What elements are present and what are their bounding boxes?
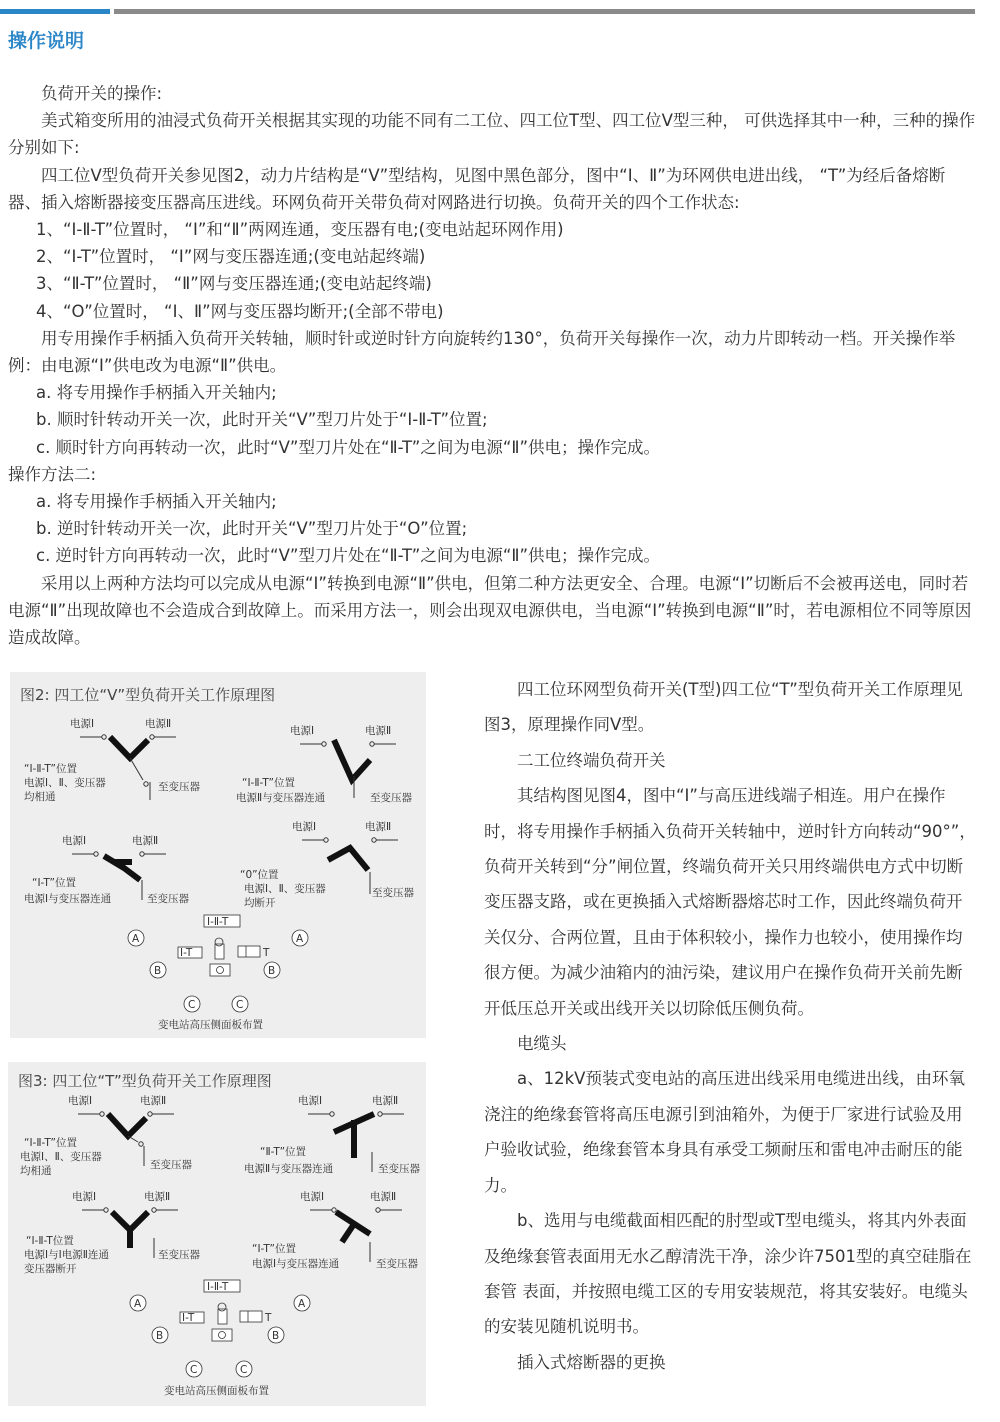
main-paragraph: 负荷开关的操作: xyxy=(41,84,163,103)
main-paragraph: 美式箱变所用的油浸式负荷开关根据其实现的功能不同有二工位、四工位T型、四工位V型三种， 可供选择其中一种，三种的操作分别如下: xyxy=(8,111,976,158)
diagram-label: T xyxy=(265,1312,272,1324)
diagram-label: 电源Ⅰ与变压器连通 xyxy=(252,1258,340,1270)
label-source-1: 电源Ⅰ xyxy=(70,718,95,730)
fig3-diagram-3 xyxy=(24,1190,200,1275)
figure-3-title: 图3: 四工位“T”型负荷开关工作原理图 xyxy=(18,1072,272,1090)
main-paragraph: 4、“O”位置时， “Ⅰ、Ⅱ”网与变压器均断开;(全部不带电) xyxy=(36,301,444,321)
diagram-label: “Ⅰ-Ⅱ-T位置 xyxy=(26,1235,74,1247)
main-paragraph: 采用以上两种方法均可以完成从电源“Ⅰ”转换到电源“Ⅱ”供电，但第二种方法更安全、合理。电源“Ⅰ”切断后不会被再送电，同时若电源“Ⅱ”出现故障也不会造成合到故障上。而采用方法一，则会出现双电源供电，当电源“Ⅰ”转换到电源“Ⅱ”时，若电源相位不同等原因造成故障。 xyxy=(8,573,972,648)
main-paragraph: b. 逆时针转动开关一次，此时开关“V”型刀片处于“O”位置; xyxy=(36,519,468,539)
fig2-diagram-4 xyxy=(240,820,414,909)
diagram-label: 电源Ⅰ xyxy=(72,1191,97,1203)
diagram-label: B xyxy=(156,1330,164,1342)
diagram-label: B xyxy=(154,965,162,977)
diagram-label: 电源Ⅰ与变压器连通 xyxy=(24,893,112,905)
figure-3-diagram xyxy=(8,1062,426,1406)
label-source-2: 电源Ⅱ xyxy=(145,718,172,730)
diagram-label: 电源Ⅱ与变压器连通 xyxy=(244,1163,334,1175)
diagram-label: C xyxy=(190,1364,198,1376)
main-paragraph: 3、“Ⅱ-T”位置时， “Ⅱ”网与变压器连通;(变电站起终端) xyxy=(36,274,432,294)
diagram-label: “Ⅱ-T”位置 xyxy=(260,1146,307,1158)
diagram-label: “0”位置 xyxy=(240,869,279,881)
diagram-label: 至变压器 xyxy=(158,781,200,793)
right-paragraph: a、12kV预装式变电站的高压进出线采用电缆进出线，由环氧浇注的绝缘套管将高压电源引到油箱外，为便于厂家进行试验及用户验收试验，绝缘套管本身具有承受工频耐压和雷电冲击耐压的能力。 xyxy=(484,1069,965,1195)
diagram-label: Ⅰ-T xyxy=(182,1312,195,1324)
diagram-label: 变电站高压侧面板布置 xyxy=(158,1019,263,1031)
diagram-label: 至变压器 xyxy=(372,887,414,899)
diagram-label: 变电站高压侧面板布置 xyxy=(164,1385,269,1397)
fig3-panel-layout xyxy=(130,1280,310,1397)
diagram-label: “Ⅰ-T”位置 xyxy=(252,1243,296,1255)
diagram-label: 至变压器 xyxy=(376,1258,418,1270)
figure-2-title: 图2: 四工位“V”型负荷开关工作原理图 xyxy=(20,686,276,704)
main-paragraph: b. 顺时针转动开关一次，此时开关“V”型刀片处于“Ⅰ-Ⅱ-T”位置; xyxy=(36,410,488,430)
diagram-label: T xyxy=(263,947,270,959)
diagram-label: 至变压器 xyxy=(150,1159,192,1171)
right-paragraph: 电缆头 xyxy=(517,1034,567,1054)
header-accent-bar xyxy=(0,9,110,14)
diagram-label: 电源Ⅱ xyxy=(365,821,392,833)
diagram-label: A xyxy=(132,933,140,945)
diagram-label: 电源Ⅱ xyxy=(144,1191,171,1203)
diagram-label: Ⅰ-Ⅱ-T xyxy=(207,1281,229,1293)
diagram-label: “Ⅰ-Ⅱ-T”位置 xyxy=(24,763,77,775)
right-paragraph: 二工位终端负荷开关 xyxy=(517,750,666,770)
diagram-label: 电源Ⅱ xyxy=(370,1191,397,1203)
main-paragraph: 操作方法二: xyxy=(8,464,97,484)
diagram-label: 电源Ⅱ与变压器连通 xyxy=(236,792,326,804)
right-paragraph: 其结构图见图4，图中“I”与高压进线端子相连。用户在操作时，将专用操作手柄插入负荷开关转轴中，逆时针方向转动“90°”，负荷开关转到“分”闸位置，终端负荷开关只用终端供电方式中切断变压器支路，或在更换插入式熔断器熔芯时工作，因此终端负荷开关仅分、合两位置，且由于体积较小，操作力也较小，使用操作均很方便。为减少油箱内的油污染，建议用户在操作负荷开关前先断开低压总开关或出线开关以切除低压侧负荷。 xyxy=(484,786,976,1018)
diagram-label: 均相通 xyxy=(24,791,56,803)
figure-2 xyxy=(10,672,426,1038)
fig3-diagram-1 xyxy=(20,1094,192,1177)
figure-3 xyxy=(8,1062,426,1406)
diagram-label: 至变压器 xyxy=(370,792,412,804)
fig2-diagram-3 xyxy=(24,834,189,905)
fig3-diagram-4 xyxy=(252,1190,418,1270)
diagram-label: A xyxy=(134,1298,142,1310)
fig2-diagram-2 xyxy=(236,724,412,804)
diagram-label: 电源Ⅰ与Ⅰ电源Ⅱ连通 xyxy=(24,1249,109,1261)
main-paragraph: a. 将专用操作手柄插入开关轴内; xyxy=(36,383,277,403)
header-divider-bar xyxy=(114,9,975,14)
diagram-label: 变压器断开 xyxy=(24,1263,77,1275)
section-title: 操作说明 xyxy=(8,30,85,52)
diagram-label: B xyxy=(268,965,276,977)
diagram-label: 电源Ⅰ xyxy=(62,835,87,847)
main-paragraph: 四工位V型负荷开关参见图2，动力片结构是“V”型结构，见图中黑色部分，图中“Ⅰ、Ⅱ”为环网供电进出线， “T”为经后备熔断器、插入熔断器接变压器高压进线。环网负荷开关带负荷对网路进行切换。负荷开关的四个工作状态: xyxy=(8,165,946,212)
diagram-label: 至变压器 xyxy=(378,1163,420,1175)
diagram-label: 电源Ⅰ、Ⅱ、变压器 xyxy=(24,777,106,789)
fig2-panel-layout xyxy=(128,915,308,1031)
diagram-label: “Ⅰ-Ⅱ-T”位置 xyxy=(242,777,295,789)
main-paragraph: 2、“Ⅰ-T”位置时， “Ⅰ”网与变压器连通;(变电站起终端) xyxy=(36,247,426,267)
fig3-diagram-2 xyxy=(244,1094,420,1175)
main-text-block xyxy=(8,80,978,651)
diagram-label: 至变压器 xyxy=(158,1249,200,1261)
diagram-label: 电源Ⅰ xyxy=(300,1191,325,1203)
diagram-label: 电源Ⅰ xyxy=(292,821,317,833)
right-paragraph: b、选用与电缆截面相匹配的肘型或T型电缆头，将其内外表面及绝缘套管表面用无水乙醇清洗干净，涂少许7501型的真空硅脂在套管 表面，并按照电缆工区的专用安装规范，将其安装好。电缆头的安装见随机说明书。 xyxy=(484,1211,972,1337)
right-paragraph: 四工位环网型负荷开关(T型)四工位“T”型负荷开关工作原理见图3，原理操作同V型。 xyxy=(484,680,963,735)
diagram-label: 均断开 xyxy=(244,897,276,909)
diagram-label: “Ⅰ-Ⅱ-T”位置 xyxy=(24,1137,77,1149)
right-text-block xyxy=(484,672,976,1380)
diagram-label: A xyxy=(296,933,304,945)
diagram-label: C xyxy=(188,999,196,1011)
diagram-label: 电源Ⅰ xyxy=(68,1095,93,1107)
diagram-label: Ⅰ-T xyxy=(180,947,193,959)
diagram-label: 电源Ⅱ xyxy=(140,1095,167,1107)
fig2-diagram-1 xyxy=(24,717,200,803)
diagram-label: 电源Ⅱ xyxy=(372,1095,399,1107)
main-paragraph: 用专用操作手柄插入负荷开关转轴，顺时针或逆时针方向旋转约130°，负荷开关每操作一次，动力片即转动一档。开关操作举例：由电源“Ⅰ”供电改为电源“Ⅱ”供电。 xyxy=(8,328,956,376)
diagram-label: 电源Ⅱ xyxy=(365,725,392,737)
main-paragraph: 1、“Ⅰ-Ⅱ-T”位置时， “Ⅰ”和“Ⅱ”两网连通，变压器有电;(变电站起环网作用) xyxy=(36,220,564,240)
diagram-label: 电源Ⅰ、Ⅱ、变压器 xyxy=(244,883,326,895)
diagram-label: C xyxy=(236,999,244,1011)
diagram-label: 至变压器 xyxy=(147,893,189,905)
main-paragraph: c. 逆时针方向再转动一次，此时“V”型刀片处在“Ⅱ-T”之间为电源“Ⅱ”供电；操作完成。 xyxy=(36,546,661,566)
diagram-label: “Ⅰ-T”位置 xyxy=(32,877,76,889)
diagram-label: 电源Ⅰ xyxy=(298,1095,323,1107)
diagram-label: 电源Ⅱ xyxy=(132,835,159,847)
figure-2-diagram xyxy=(10,672,426,1038)
diagram-label: 电源Ⅰ、Ⅱ、变压器 xyxy=(20,1151,102,1163)
diagram-label: A xyxy=(298,1298,306,1310)
diagram-label: 电源Ⅰ xyxy=(290,725,315,737)
right-paragraph: 插入式熔断器的更换 xyxy=(517,1352,666,1372)
main-paragraph: c. 顺时针方向再转动一次，此时“V”型刀片处在“Ⅱ-T”之间为电源“Ⅱ”供电；操作完成。 xyxy=(36,437,661,457)
diagram-label: C xyxy=(240,1364,248,1376)
diagram-label: B xyxy=(272,1330,280,1342)
diagram-label: 均相通 xyxy=(20,1165,52,1177)
diagram-label: Ⅰ-Ⅱ-T xyxy=(207,916,229,928)
main-paragraph: a. 将专用操作手柄插入开关轴内; xyxy=(36,492,277,512)
